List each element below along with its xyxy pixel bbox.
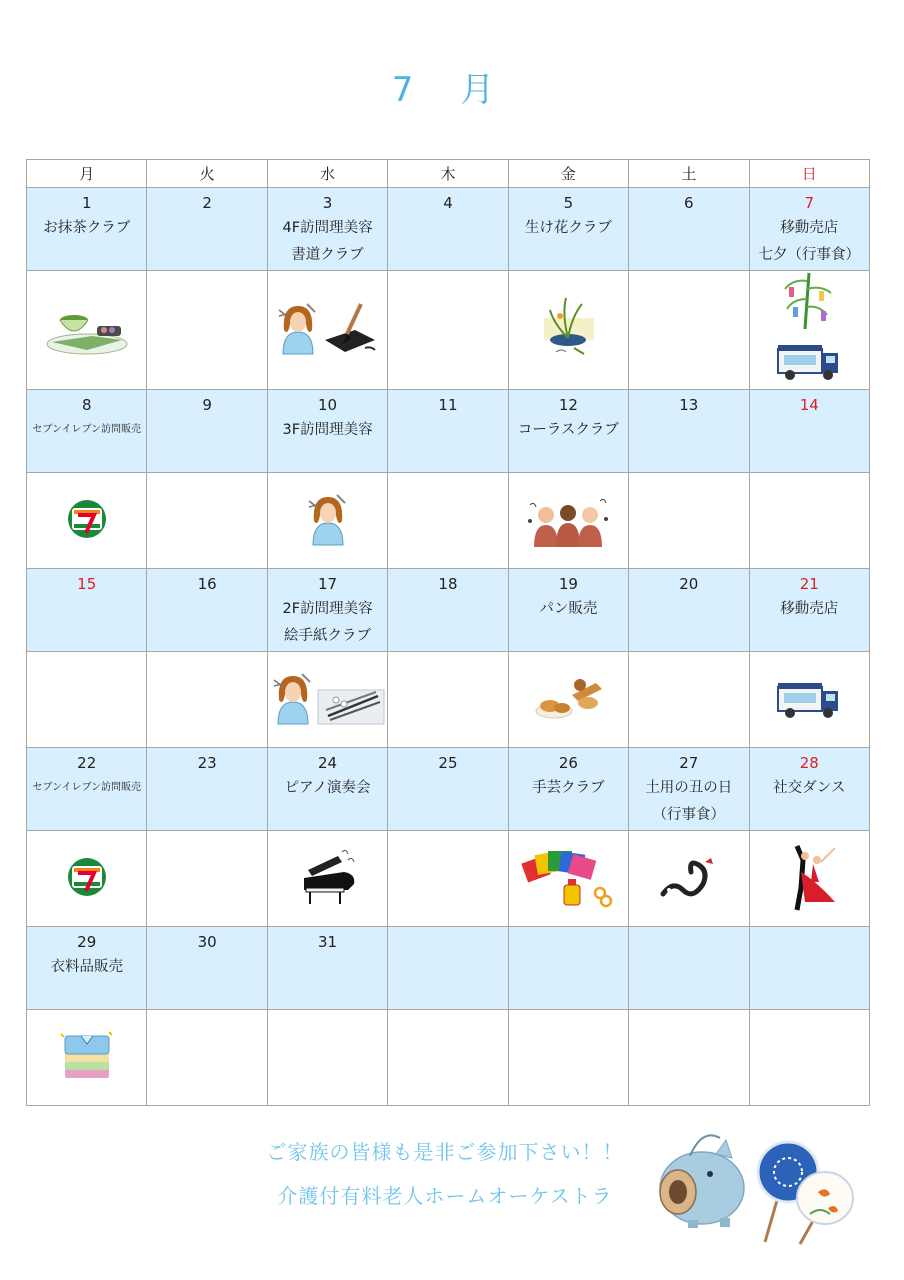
weekday-mon: 月	[27, 160, 147, 188]
folded-clothes-icon	[59, 1030, 115, 1086]
hairdresser-icon	[270, 670, 316, 730]
day-number: 7	[804, 194, 815, 212]
eel-icon	[659, 850, 719, 908]
day-image-cell	[749, 652, 869, 748]
day-number: 19	[558, 575, 578, 593]
day-image-cell	[27, 271, 147, 390]
day-image-cell	[147, 473, 267, 569]
day-image-cell	[388, 831, 508, 927]
event-label: 移動売店	[780, 220, 839, 236]
day-image-cell	[147, 271, 267, 390]
week-row-images	[27, 652, 870, 748]
event-label: セブンイレブン訪問販売	[32, 424, 142, 435]
week-row-events	[27, 748, 870, 831]
day-image-cell	[267, 1010, 387, 1106]
week-row-images	[27, 1010, 870, 1106]
summer-decoration	[650, 1120, 870, 1249]
day-number: 13	[679, 396, 699, 414]
day-cell	[27, 188, 147, 271]
tanabata-bamboo-icon	[779, 271, 839, 335]
day-number: 30	[197, 933, 217, 951]
day-image-cell	[388, 1010, 508, 1106]
day-number: 8	[81, 396, 92, 414]
day-image-cell	[508, 473, 628, 569]
day-number: 1	[81, 194, 92, 212]
event-label: ピアノ演奏会	[284, 780, 371, 796]
week-row-images	[27, 271, 870, 390]
mobile-shop-truck-icon	[776, 673, 842, 727]
day-cell	[267, 390, 387, 473]
day-number: 28	[799, 754, 819, 772]
ballroom-dancers-icon	[777, 842, 841, 916]
day-image-cell	[147, 831, 267, 927]
day-number: 26	[558, 754, 578, 772]
day-number: 12	[558, 396, 578, 414]
day-number: 4	[443, 194, 453, 212]
day-number: 3	[322, 194, 333, 212]
day-image-cell	[27, 831, 147, 927]
day-image-cell	[267, 831, 387, 927]
day-cell	[508, 569, 628, 652]
mosquito-coil-pig-icon	[660, 1135, 744, 1228]
day-number: 18	[438, 575, 458, 593]
day-image-cell	[27, 652, 147, 748]
day-number: 21	[799, 575, 819, 593]
matcha-icon	[42, 298, 132, 362]
calendar-table	[26, 159, 870, 1106]
event-label: セブンイレブン訪問販売	[32, 782, 142, 793]
event-label: 手芸クラブ	[532, 780, 605, 796]
event-label: 絵手紙クラブ	[284, 628, 372, 644]
seven-eleven-logo-icon	[66, 498, 108, 544]
day-cell	[388, 569, 508, 652]
weekday-header-row	[27, 160, 870, 188]
calligraphy-brush-icon	[321, 300, 381, 360]
day-cell	[147, 748, 267, 831]
weekday-fri: 金	[508, 160, 628, 188]
day-cell	[629, 569, 749, 652]
event-label: 七夕（行事食）	[758, 247, 861, 263]
day-cell	[629, 927, 749, 1010]
day-number: 2	[202, 194, 212, 212]
day-cell	[388, 390, 508, 473]
day-image-cell	[388, 652, 508, 748]
seven-eleven-logo-icon	[66, 856, 108, 902]
day-image-cell	[749, 473, 869, 569]
day-cell	[147, 927, 267, 1010]
footer-invitation: ご家族の皆様も是非ご参加下さい！！	[266, 1140, 624, 1164]
day-number: 6	[684, 194, 694, 212]
day-number: 20	[679, 575, 699, 593]
day-cell	[508, 927, 628, 1010]
day-number: 29	[77, 933, 97, 951]
day-cell	[147, 188, 267, 271]
mobile-shop-truck-icon	[776, 335, 842, 389]
event-label: 社交ダンス	[773, 780, 846, 796]
day-cell	[267, 188, 387, 271]
day-image-cell	[508, 831, 628, 927]
day-number: 22	[77, 754, 97, 772]
day-number: 5	[563, 194, 574, 212]
chorus-singers-icon	[526, 491, 610, 551]
day-cell	[749, 927, 869, 1010]
day-cell	[629, 748, 749, 831]
day-number: 14	[799, 396, 819, 414]
day-cell	[749, 569, 869, 652]
day-image-cell	[508, 1010, 628, 1106]
day-number: 9	[202, 396, 212, 414]
week-row-events	[27, 927, 870, 1010]
day-image-cell	[267, 652, 387, 748]
day-image-cell	[749, 1010, 869, 1106]
day-cell	[388, 188, 508, 271]
event-label: （行事食）	[652, 807, 726, 823]
event-label: 生け花クラブ	[524, 220, 612, 236]
week-row-images	[27, 473, 870, 569]
day-cell	[749, 390, 869, 473]
day-image-cell	[749, 831, 869, 927]
event-label: 衣料品販売	[50, 959, 123, 975]
day-number: 23	[197, 754, 217, 772]
craft-paper-icon	[520, 845, 616, 913]
paint-brushes-icon	[316, 686, 386, 730]
day-cell	[267, 748, 387, 831]
day-cell	[388, 927, 508, 1010]
day-cell	[629, 188, 749, 271]
day-number: 11	[438, 396, 458, 414]
weekday-sat: 土	[629, 160, 749, 188]
day-number: 16	[197, 575, 217, 593]
day-number: 15	[77, 575, 97, 593]
event-label: 土用の丑の日	[645, 780, 733, 796]
day-cell	[147, 569, 267, 652]
day-image-cell	[388, 473, 508, 569]
day-image-cell	[27, 1010, 147, 1106]
event-label: コーラスクラブ	[517, 422, 619, 438]
day-image-cell	[629, 473, 749, 569]
day-cell	[388, 748, 508, 831]
day-image-cell	[629, 652, 749, 748]
weekday-sun: 日	[749, 160, 869, 188]
event-label: 書道クラブ	[291, 247, 364, 263]
event-label: 4F訪問理美容	[282, 220, 373, 236]
day-image-cell	[508, 271, 628, 390]
day-image-cell	[749, 271, 869, 390]
day-cell	[27, 927, 147, 1010]
day-number: 25	[438, 754, 458, 772]
event-label: 2F訪問理美容	[282, 601, 373, 617]
week-row-events	[27, 569, 870, 652]
day-cell	[749, 188, 869, 271]
ikebana-icon	[538, 296, 598, 364]
bread-icon	[532, 673, 604, 727]
day-image-cell	[267, 473, 387, 569]
weekday-wed: 水	[267, 160, 387, 188]
day-cell	[749, 748, 869, 831]
footer-facility-name: 介護付有料老人ホームオーケストラ	[277, 1184, 613, 1208]
day-number: 31	[318, 933, 338, 951]
uchiwa-fan-icon	[758, 1142, 853, 1244]
event-label: 3F訪問理美容	[282, 422, 373, 438]
day-cell	[27, 569, 147, 652]
day-image-cell	[629, 271, 749, 390]
page-title: 7 月	[391, 70, 513, 110]
day-number: 10	[318, 396, 338, 414]
event-label: 移動売店	[780, 601, 839, 617]
day-image-cell	[27, 473, 147, 569]
weekday-tue: 火	[147, 160, 267, 188]
day-cell	[267, 569, 387, 652]
day-cell	[629, 390, 749, 473]
day-image-cell	[147, 1010, 267, 1106]
week-row-events	[27, 188, 870, 271]
week-row-images	[27, 831, 870, 927]
day-number: 24	[318, 754, 338, 772]
day-cell	[27, 390, 147, 473]
event-label: パン販売	[539, 601, 598, 617]
week-row-events	[27, 390, 870, 473]
day-cell	[147, 390, 267, 473]
day-image-cell	[147, 652, 267, 748]
day-cell	[508, 748, 628, 831]
hairdresser-icon	[275, 300, 321, 360]
day-cell	[508, 188, 628, 271]
day-image-cell	[388, 271, 508, 390]
day-image-cell	[629, 831, 749, 927]
day-image-cell	[629, 1010, 749, 1106]
day-number: 27	[679, 754, 699, 772]
weekday-thu: 木	[388, 160, 508, 188]
day-number: 17	[318, 575, 338, 593]
day-image-cell	[508, 652, 628, 748]
day-cell	[508, 390, 628, 473]
grand-piano-icon	[298, 848, 358, 910]
event-label: お抹茶クラブ	[43, 220, 131, 236]
day-cell	[27, 748, 147, 831]
hairdresser-icon	[305, 491, 351, 551]
day-cell	[267, 927, 387, 1010]
day-image-cell	[267, 271, 387, 390]
